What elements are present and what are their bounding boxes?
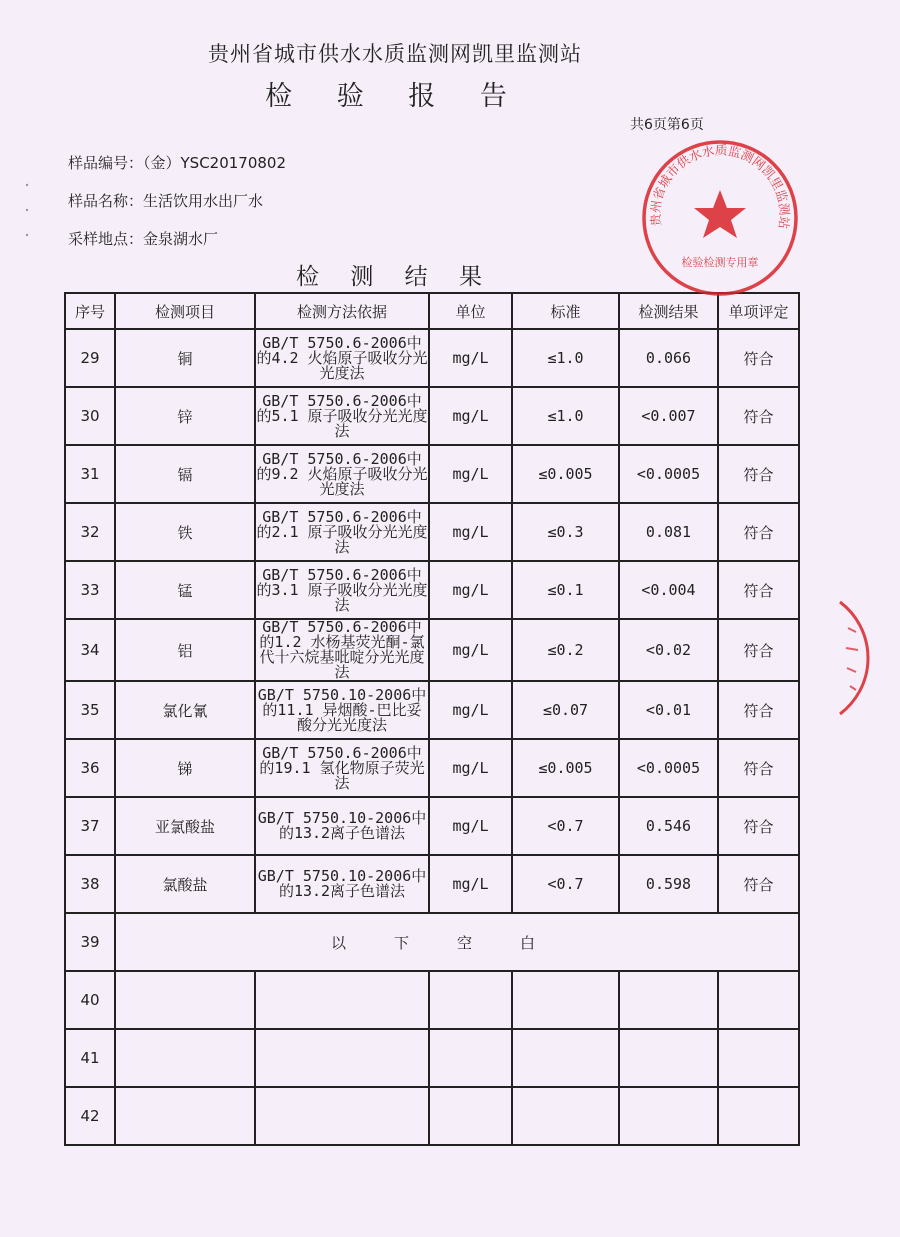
cell-no: 38 (65, 855, 115, 913)
header-no: 序号 (65, 293, 115, 329)
official-seal (640, 138, 800, 298)
cell-item: 铜 (115, 329, 255, 387)
cell-no: 30 (65, 387, 115, 445)
table-header-row (65, 293, 799, 329)
sample-location-line (68, 228, 218, 249)
table-row (65, 329, 799, 387)
sample-name-label: 样品名称： (68, 192, 144, 210)
cell-unit: mg/L (429, 619, 512, 681)
cell-method: GB/T 5750.6-2006中的9.2 火焰原子吸收分光光度法 (255, 445, 429, 503)
cell-result: <0.02 (619, 619, 718, 681)
cell-verdict: 符合 (718, 619, 799, 681)
cell-no: 41 (65, 1029, 115, 1087)
table-row (65, 619, 799, 681)
cell-result: 0.066 (619, 329, 718, 387)
cell-unit: mg/L (429, 681, 512, 739)
cell-no: 29 (65, 329, 115, 387)
cell-item: 铝 (115, 619, 255, 681)
blank-note-row (65, 913, 799, 971)
cell-no: 32 (65, 503, 115, 561)
sample-location-label: 采样地点： (68, 230, 144, 248)
cell-standard: ≤1.0 (512, 329, 619, 387)
table-row (65, 855, 799, 913)
cell-no: 31 (65, 445, 115, 503)
header-standard: 标准 (512, 293, 619, 329)
cell-unit: mg/L (429, 739, 512, 797)
cell-standard: ≤0.005 (512, 739, 619, 797)
cell-no: 37 (65, 797, 115, 855)
table-row (65, 503, 799, 561)
cell-verdict: 符合 (718, 855, 799, 913)
cell-result: <0.01 (619, 681, 718, 739)
sample-location-value: 金泉湖水厂 (143, 230, 219, 248)
cell-result: 0.598 (619, 855, 718, 913)
cell-method: GB/T 5750.10-2006中的11.1 异烟酸-巴比妥酸分光光度法 (255, 681, 429, 739)
cell-no: 40 (65, 971, 115, 1029)
cell-standard: ≤1.0 (512, 387, 619, 445)
header-verdict: 单项评定 (718, 293, 799, 329)
cell-verdict: 符合 (718, 797, 799, 855)
page-info: 共6页第6页 (630, 117, 704, 133)
partial-seal-icon (834, 598, 874, 718)
cell-unit: mg/L (429, 855, 512, 913)
cell-method: GB/T 5750.6-2006中的2.1 原子吸收分光光度法 (255, 503, 429, 561)
cell-item: 氯酸盐 (115, 855, 255, 913)
cell-result: <0.0005 (619, 445, 718, 503)
cell-result: <0.004 (619, 561, 718, 619)
organization-name: 贵州省城市供水水质监测网凯里监测站 (208, 42, 582, 66)
empty-row (65, 971, 799, 1029)
table-row (65, 387, 799, 445)
cell-verdict: 符合 (718, 681, 799, 739)
cell-standard: <0.7 (512, 855, 619, 913)
results-title: 检 测 结 果 (296, 264, 494, 290)
seal-text-path: 贵州省城市供水水质监测网凯里监测站 (647, 142, 793, 230)
binding-marks-icon (22, 180, 32, 250)
empty-row (65, 1029, 799, 1087)
cell-result: 0.081 (619, 503, 718, 561)
cell-unit: mg/L (429, 329, 512, 387)
sample-id-line (68, 152, 286, 173)
cell-standard: ≤0.1 (512, 561, 619, 619)
table-row (65, 561, 799, 619)
cell-verdict: 符合 (718, 739, 799, 797)
cell-no: 36 (65, 739, 115, 797)
cell-unit: mg/L (429, 561, 512, 619)
cell-item: 锑 (115, 739, 255, 797)
sample-id-value: （金）YSC20170802 (143, 154, 287, 172)
cell-standard: ≤0.3 (512, 503, 619, 561)
cell-unit: mg/L (429, 387, 512, 445)
sample-name-value: 生活饮用水出厂水 (143, 192, 264, 210)
table-row (65, 739, 799, 797)
cell-result: <0.0005 (619, 739, 718, 797)
cell-standard: <0.7 (512, 797, 619, 855)
seal-subtext: 检验检测专用章 (681, 256, 759, 269)
cell-standard: ≤0.2 (512, 619, 619, 681)
header-result: 检测结果 (619, 293, 718, 329)
header-item: 检测项目 (115, 293, 255, 329)
results-table (64, 292, 800, 1146)
blank-note: 以下空白 (115, 913, 799, 971)
cell-unit: mg/L (429, 445, 512, 503)
cell-item: 锌 (115, 387, 255, 445)
cell-item: 氯化氰 (115, 681, 255, 739)
cell-result: 0.546 (619, 797, 718, 855)
cell-item: 锰 (115, 561, 255, 619)
cell-no: 35 (65, 681, 115, 739)
cell-item: 镉 (115, 445, 255, 503)
report-title: 检 验 报 告 (265, 81, 525, 112)
cell-unit: mg/L (429, 797, 512, 855)
cell-unit: mg/L (429, 503, 512, 561)
sample-name-line (68, 190, 263, 211)
table-row (65, 797, 799, 855)
cell-standard: ≤0.07 (512, 681, 619, 739)
cell-item: 亚氯酸盐 (115, 797, 255, 855)
table-row (65, 681, 799, 739)
cell-no: 42 (65, 1087, 115, 1145)
table-row (65, 445, 799, 503)
cell-verdict: 符合 (718, 329, 799, 387)
cell-method: GB/T 5750.10-2006中的13.2离子色谱法 (255, 797, 429, 855)
header-unit: 单位 (429, 293, 512, 329)
cell-method: GB/T 5750.6-2006中的19.1 氢化物原子荧光法 (255, 739, 429, 797)
cell-method: GB/T 5750.10-2006中的13.2离子色谱法 (255, 855, 429, 913)
cell-item: 铁 (115, 503, 255, 561)
sample-id-label: 样品编号： (68, 154, 144, 172)
cell-verdict: 符合 (718, 445, 799, 503)
cell-method: GB/T 5750.6-2006中的4.2 火焰原子吸收分光光度法 (255, 329, 429, 387)
cell-no: 39 (65, 913, 115, 971)
cell-method: GB/T 5750.6-2006中的3.1 原子吸收分光光度法 (255, 561, 429, 619)
cell-verdict: 符合 (718, 503, 799, 561)
cell-method: GB/T 5750.6-2006中的5.1 原子吸收分光光度法 (255, 387, 429, 445)
seal-star-icon (694, 190, 746, 238)
cell-no: 33 (65, 561, 115, 619)
header-method: 检测方法依据 (255, 293, 429, 329)
cell-method: GB/T 5750.6-2006中的1.2 水杨基荧光酮-氯代十六烷基吡啶分光光度法 (255, 619, 429, 681)
cell-standard: ≤0.005 (512, 445, 619, 503)
cell-no: 34 (65, 619, 115, 681)
cell-verdict: 符合 (718, 387, 799, 445)
empty-row (65, 1087, 799, 1145)
cell-verdict: 符合 (718, 561, 799, 619)
cell-result: <0.007 (619, 387, 718, 445)
